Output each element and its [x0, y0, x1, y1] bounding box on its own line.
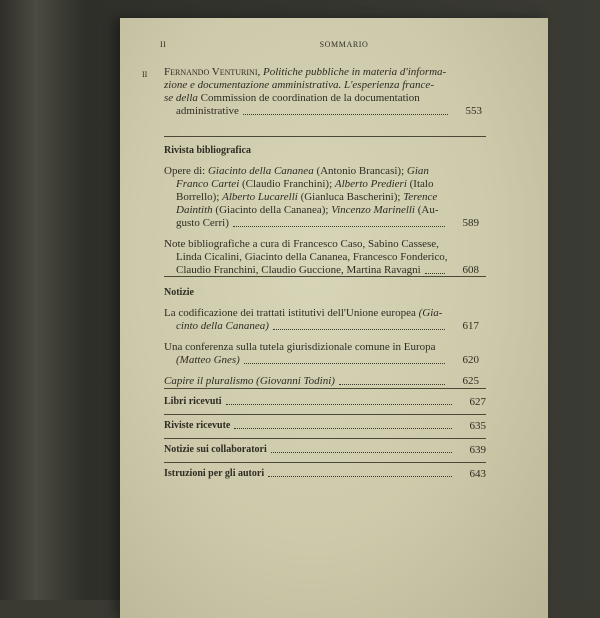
section-label: Istruzioni per gli autori — [164, 468, 265, 479]
intro-page: 553 — [465, 105, 482, 117]
n2-l1: Una conferenza sulla tutela giurisdizionale comune in Europa — [164, 341, 436, 353]
section-page: 635 — [469, 420, 486, 432]
note-item — [164, 238, 479, 277]
n1-l1b: (Gia- — [418, 307, 443, 319]
opere-l3d: Terence — [403, 191, 438, 203]
section-rule — [164, 438, 486, 439]
opere-l4b: (Giacinto della Cananea); — [212, 204, 332, 216]
opere-l3c: (Gianluca Bascherini); — [297, 191, 404, 203]
book-page — [120, 18, 548, 618]
header-page-number: II — [160, 40, 167, 49]
rivista-section — [164, 144, 479, 285]
leader-dots — [244, 354, 445, 364]
notizie-section — [164, 286, 479, 396]
leader-dots — [425, 264, 445, 274]
section-rule — [164, 136, 486, 137]
opere-l2c: Alberto Predieri — [334, 178, 407, 190]
section-page: 639 — [469, 444, 486, 456]
section-page: 627 — [469, 396, 486, 408]
running-header — [160, 40, 528, 52]
n2-l2: (Matteo Gnes) — [176, 354, 240, 366]
n3-page: 625 — [462, 375, 479, 387]
section-label: Riviste ricevute — [164, 420, 231, 431]
note-l1: Note bibliografiche a cura di Francesco Caso, Sabino Cassese, — [164, 238, 439, 250]
section-riviste — [164, 420, 486, 432]
n1-l2: cinto della Cananea) — [176, 320, 269, 332]
leader-dots — [339, 375, 445, 385]
opere-l3a: Borrello); — [176, 191, 223, 203]
opere-l2d: (Italo — [406, 178, 434, 190]
leader-dots — [226, 396, 453, 405]
opere-l3b: Alberto Lucarelli — [222, 191, 298, 203]
intro-last-line — [176, 105, 482, 118]
opere-l5a: gusto Cerri) — [176, 217, 229, 229]
opere-l1c: (Antonio Brancasi); — [313, 165, 407, 177]
intro-l3p: Commission de coordination de la documentation — [197, 92, 420, 104]
intro-author: Fernando Venturini — [164, 66, 258, 78]
section-rule — [164, 388, 486, 389]
notizie-item-2 — [164, 341, 479, 367]
section-rule — [164, 276, 486, 277]
n1-l1a: La codificazione dei trattati istitutivi dell'Unione europea — [164, 307, 419, 319]
note-l2: Linda Cicalini, Giacinto della Cananea, Francesco Fonderico, — [176, 251, 448, 263]
opere-l1d: Gian — [406, 165, 429, 177]
rivista-title: Rivista bibliografica — [164, 145, 251, 156]
header-title: SOMMARIO — [319, 40, 369, 49]
section-collaboratori — [164, 444, 486, 456]
section-rule — [164, 414, 486, 415]
note-page: 608 — [462, 264, 479, 276]
notizie-item-1 — [164, 307, 479, 333]
note-l3: Claudio Franchini, Claudio Guccione, Martina Ravagni — [176, 264, 421, 276]
opere-l4a: Daintith — [176, 204, 213, 216]
intro-l4: administrative — [176, 105, 239, 117]
leader-dots — [268, 468, 452, 477]
leader-dots — [233, 217, 445, 227]
section-libri — [164, 396, 486, 408]
n2-page: 620 — [462, 354, 479, 366]
section-label: Notizie sui collaboratori — [164, 444, 267, 455]
notizie-title: Notizie — [164, 287, 194, 298]
opere-l4d: (Au- — [415, 204, 439, 216]
section-page: 643 — [469, 468, 486, 480]
n3-l1: Capire il pluralismo (Giovanni Todini) — [164, 375, 335, 387]
opere-l1a: Opere di: — [164, 165, 208, 177]
intro-entry — [142, 66, 492, 118]
intro-l3i: se della — [164, 92, 198, 104]
leader-dots — [234, 420, 452, 429]
opere-page: 589 — [462, 217, 479, 229]
leader-dots — [243, 105, 448, 115]
n1-page: 617 — [462, 320, 479, 332]
opere-l2b: (Claudio Franchini); — [239, 178, 335, 190]
intro-roman: II — [142, 70, 148, 79]
opere-l4c: Vincenzo Marinelli — [331, 204, 415, 216]
opere-l2a: Franco Cartei — [176, 178, 240, 190]
opere-item — [164, 165, 479, 230]
intro-l1: Politiche pubbliche in materia d'informa- — [263, 66, 447, 78]
leader-dots — [271, 444, 452, 453]
section-rule — [164, 462, 486, 463]
section-istruzioni — [164, 468, 486, 480]
section-label: Libri ricevuti — [164, 396, 222, 407]
intro-text: Fernando Venturini, Politiche pubbliche in materia d'informa- zione e documentazione amministrativa. L'esperienza france- se della Commission de coordination de la documentation — [164, 66, 447, 104]
intro-l2: zione e documentazione amministrativa. L'esperienza france- — [164, 79, 434, 91]
opere-l1b: Giacinto della Cananea — [207, 165, 314, 177]
leader-dots — [273, 320, 445, 330]
notizie-item-3 — [164, 375, 479, 388]
